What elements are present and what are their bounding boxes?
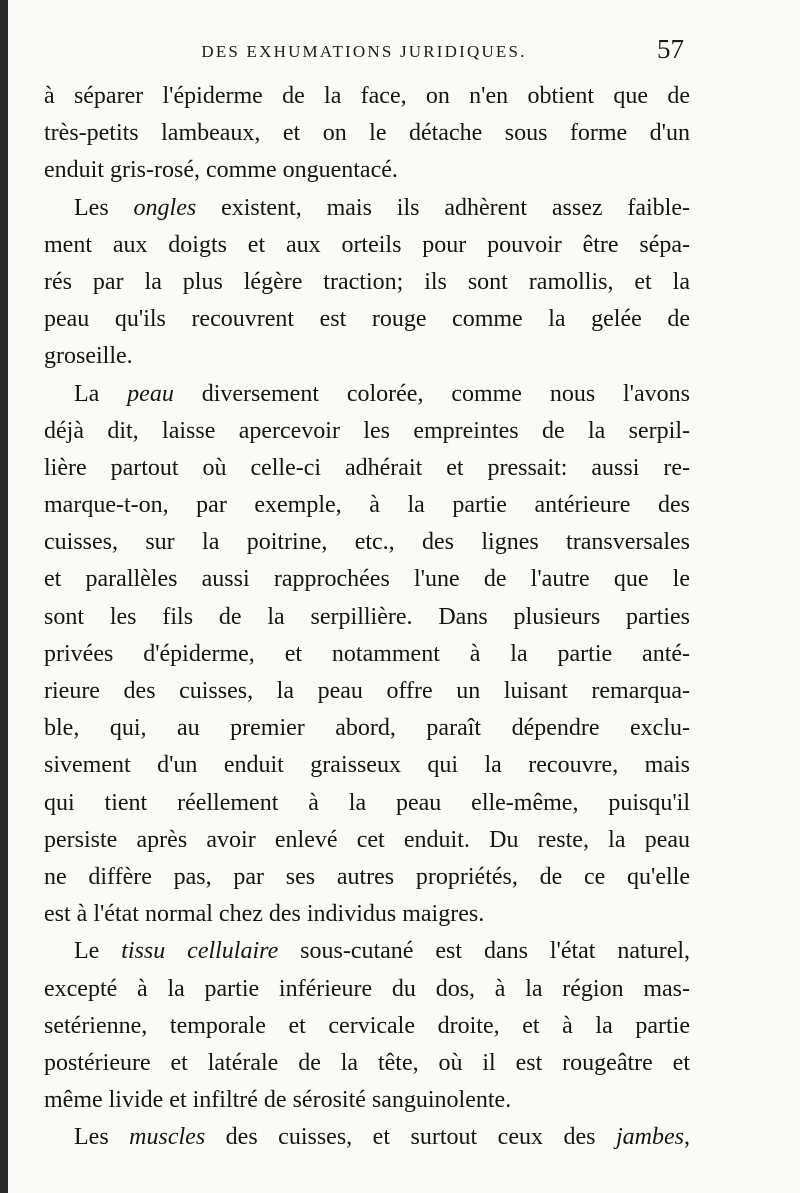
text-run: , <box>684 1124 690 1151</box>
text-line <box>44 376 690 413</box>
text-run: est à l'état normal chez des individus maigres. <box>44 901 485 928</box>
text-run: enduit gris-rosé, comme onguentacé. <box>44 157 398 184</box>
text-line <box>44 524 690 561</box>
text-line <box>44 115 690 152</box>
text-run: excepté à la partie inférieure du dos, à la région mas- <box>44 975 690 1002</box>
text-run: rés par la plus légère traction; ils sont ramollis, et la <box>44 268 690 295</box>
text-line <box>44 190 690 227</box>
text-line <box>44 301 690 338</box>
text-run: existent, mais ils adhèrent assez faible- <box>196 194 690 221</box>
text-run: peau qu'ils recouvrent est rouge comme la gelée de <box>44 306 690 333</box>
text-line <box>44 636 690 673</box>
text-run: cuisses, sur la poitrine, etc., des lignes transversales <box>44 529 690 556</box>
text-run: ment aux doigts et aux orteils pour pouvoir être sépa- <box>44 231 690 258</box>
italic-term: muscles <box>129 1124 206 1151</box>
text-line <box>44 1082 690 1119</box>
text-run: lière partout où celle-ci adhérait et pressait: aussi re- <box>44 454 690 481</box>
text-run: sous-cutané est dans l'état naturel, <box>278 938 691 965</box>
text-line <box>44 822 690 859</box>
text-run: privées d'épiderme, et notamment à la partie anté- <box>44 640 690 667</box>
text-run: et parallèles aussi rapprochées l'une de l'autre que le <box>44 566 690 593</box>
text-run: même livide et infiltré de sérosité sanguinolente. <box>44 1087 512 1114</box>
text-line <box>44 971 690 1008</box>
text-run: Les <box>74 1124 130 1151</box>
text-line <box>44 1045 690 1082</box>
text-run: qui tient réellement à la peau elle-même, puisqu'il <box>44 789 690 816</box>
text-run: sont les fils de la serpillière. Dans plusieurs parties <box>44 603 690 630</box>
body-text <box>44 78 690 1156</box>
page-number: 57 <box>657 34 684 64</box>
running-head: DES EXHUMATIONS JURIDIQUES. <box>201 42 527 61</box>
text-run: ne diffère pas, par ses autres propriétés, de ce qu'elle <box>44 863 690 890</box>
text-run: postérieure et latérale de la tête, où il est rougeâtre et <box>44 1049 690 1076</box>
text-line <box>44 933 690 970</box>
text-run: très-petits lambeaux, et on le détache sous forme d'un <box>44 120 690 147</box>
text-line <box>44 747 690 784</box>
text-run: déjà dit, laisse apercevoir les empreintes de la serpil- <box>44 417 690 444</box>
italic-term: jambes <box>616 1124 684 1151</box>
text-line <box>44 599 690 636</box>
text-run: des cuisses, et surtout ceux des <box>205 1124 616 1151</box>
text-run: Les <box>74 194 134 221</box>
text-line <box>44 450 690 487</box>
italic-term: tissu cellulaire <box>121 938 279 965</box>
text-line <box>44 487 690 524</box>
text-line <box>44 561 690 598</box>
text-run: rieure des cuisses, la peau offre un luisant remarqua- <box>44 678 690 704</box>
text-line <box>44 896 690 933</box>
text-run: sivement d'un enduit graisseux qui la recouvre, mais <box>44 752 690 779</box>
text-run: marque-t-on, par exemple, à la partie antérieure des <box>44 492 690 519</box>
text-line <box>44 1008 690 1045</box>
text-line <box>44 264 690 301</box>
page-edge-shadow <box>0 0 8 1193</box>
text-line <box>44 338 690 375</box>
italic-term: ongles <box>133 194 197 221</box>
text-run: persiste après avoir enlevé cet enduit. Du reste, la peau <box>44 826 690 853</box>
page-header <box>44 34 684 70</box>
text-line <box>44 78 690 115</box>
text-run: à séparer l'épiderme de la face, on n'en obtient que de <box>44 83 690 109</box>
text-line <box>44 859 690 896</box>
text-line <box>44 1119 690 1156</box>
text-run: La <box>74 380 128 407</box>
text-line <box>44 152 690 189</box>
text-line <box>44 673 690 710</box>
text-line <box>44 413 690 450</box>
text-line <box>44 710 690 747</box>
text-run: diversement colorée, comme nous l'avons <box>173 380 690 407</box>
text-run: groseille. <box>44 343 133 370</box>
text-line <box>44 785 690 822</box>
text-line <box>44 227 690 264</box>
text-run: ble, qui, au premier abord, paraît dépendre exclu- <box>44 715 690 742</box>
text-run: Le <box>74 938 122 965</box>
italic-term: peau <box>127 380 174 407</box>
text-run: setérienne, temporale et cervicale droite, et à la partie <box>44 1012 690 1039</box>
